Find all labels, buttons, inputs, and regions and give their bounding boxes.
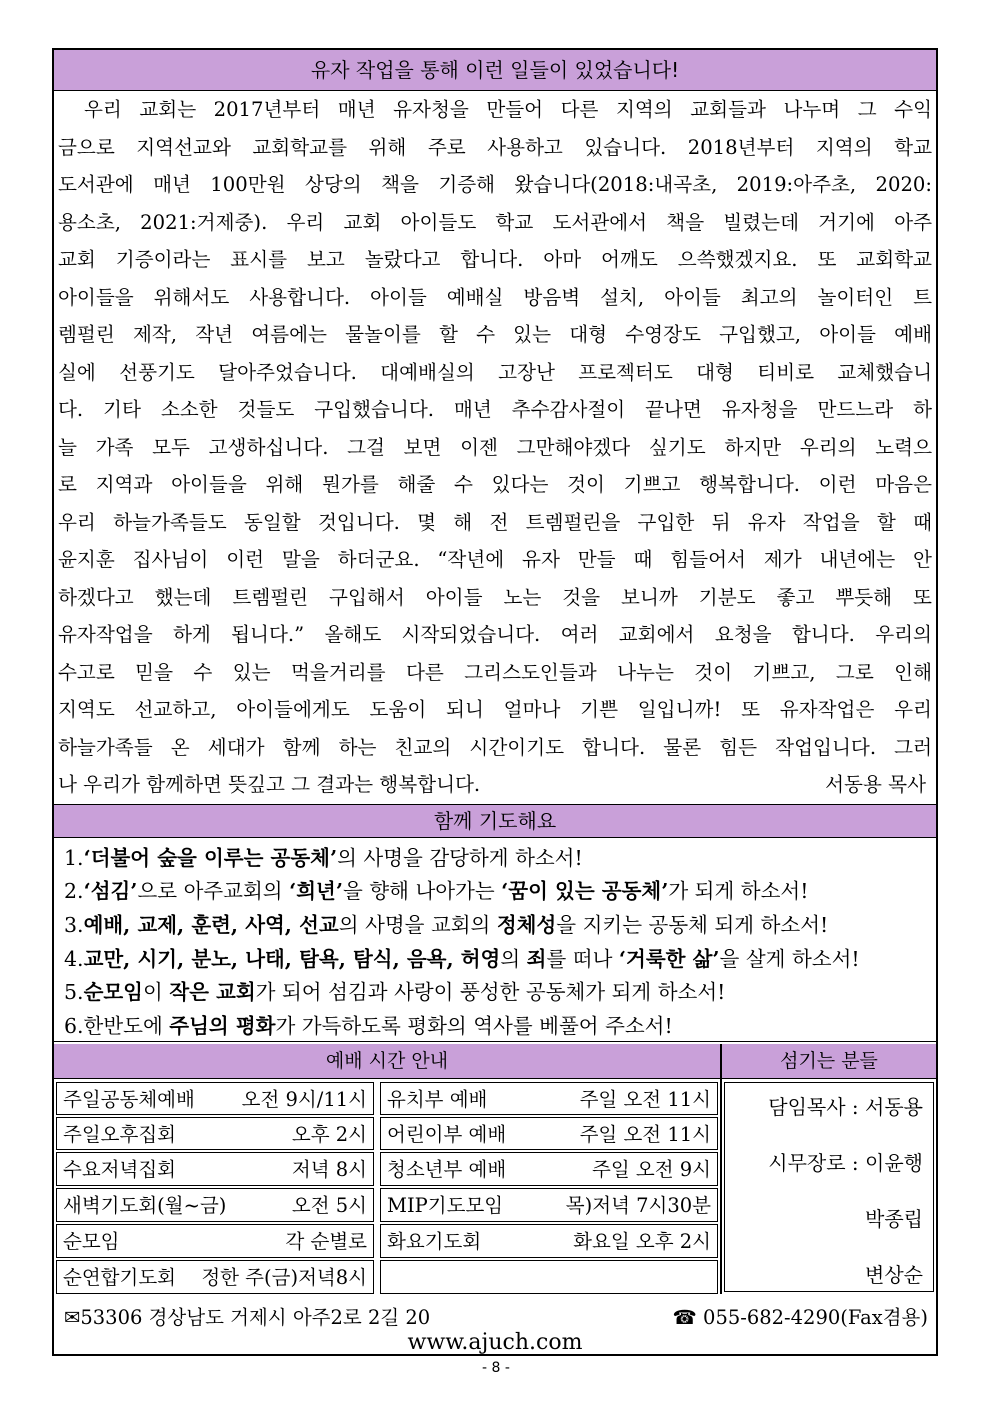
worship-schedule xyxy=(54,1044,722,1294)
article-line xyxy=(58,766,932,804)
article-line xyxy=(58,616,932,654)
prayer-text: 2. xyxy=(64,879,84,904)
servant-row: 박종립 xyxy=(865,1207,923,1231)
prayer-emphasis: 죄 xyxy=(526,946,547,971)
website-link[interactable]: www.ajuch.com xyxy=(407,1330,583,1355)
phone xyxy=(673,1302,928,1330)
worship-time: 오전 9시/11시 xyxy=(241,1088,367,1111)
prayer-text: 의 사명을 감당하게 하소서! xyxy=(337,845,583,870)
worship-row xyxy=(56,1082,374,1115)
article-line xyxy=(58,691,932,729)
article-line-text: 교회 기증이라는 표시를 보고 놀랐다고 합니다. 아마 어깨도 으쓱했겠지요. 또 교회학교 xyxy=(58,248,932,271)
prayer-emphasis: 작은 교회 xyxy=(169,980,256,1005)
prayer-item xyxy=(64,1010,936,1044)
prayer-item xyxy=(64,976,936,1010)
article-line-text: 지역도 선교하고, 아이들에게도 도움이 되니 얼마나 기쁜 일입니까! 또 유자작업은 우리 xyxy=(58,698,932,721)
prayer-item xyxy=(64,842,936,876)
worship-row xyxy=(380,1082,718,1115)
prayer-emphasis: ‘희년’ xyxy=(289,879,343,904)
worship-name: 유치부 예배 xyxy=(387,1088,488,1111)
prayer-text: 5. xyxy=(64,980,84,1005)
article-line xyxy=(58,241,932,279)
info-tables xyxy=(54,1044,936,1294)
prayer-text: 가 되어 섬김과 사랑이 풍성한 공동체가 되게 하소서! xyxy=(255,980,726,1005)
worship-time: 목)저녁 7시30분 xyxy=(565,1194,711,1217)
article-line-text: 수고로 믿을 수 있는 먹을거리를 다른 그리스도인들과 나누는 것이 기쁘고, 그로 인해 xyxy=(58,660,932,684)
prayer-text: 를 떠나 xyxy=(546,946,619,971)
worship-row xyxy=(56,1117,374,1150)
article-body xyxy=(54,91,936,804)
article-line xyxy=(58,166,932,204)
page-number: - 8 - xyxy=(482,1360,510,1376)
worship-time: 주일 오전 9시 xyxy=(592,1158,711,1181)
article-line xyxy=(58,354,932,392)
prayer-emphasis: 교만, 시기, 분노, 나태, 탐욕, 탐식, 음욕, 허영 xyxy=(83,946,501,971)
prayer-text: 을 향해 나아가는 xyxy=(343,879,502,904)
phone-text: 055-682-4290(Fax겸용) xyxy=(703,1306,928,1329)
article-line-text: 로 지역과 아이들을 위해 뭔가를 해줄 수 있다는 것이 기쁘고 행복합니다. 이런 마음은 xyxy=(58,473,932,496)
article-line xyxy=(58,654,932,692)
servant-row: 담임목사 : 서동용 xyxy=(768,1095,923,1119)
servant-row: 시무장로 : 이윤행 xyxy=(768,1151,923,1175)
phone-icon: ☎ xyxy=(672,1306,704,1329)
servants-list xyxy=(724,1082,934,1292)
worship-row xyxy=(380,1117,718,1150)
article-line xyxy=(58,391,932,429)
article-line-text: 하겠다고 했는데 트렘펄린 구입해서 아이들 노는 것을 보니까 기분도 좋고 뿌듯해 또 xyxy=(58,585,932,609)
worship-row xyxy=(380,1260,718,1294)
worship-time: 주일 오전 11시 xyxy=(579,1123,711,1146)
prayer-text: 가 가득하도록 평화의 역사를 베풀어 주소서! xyxy=(275,1013,673,1038)
article-title: 유자 작업을 통해 이런 일들이 있었습니다! xyxy=(54,50,936,91)
article-line xyxy=(58,729,932,767)
worship-time: 화요일 오후 2시 xyxy=(573,1230,711,1253)
worship-time: 각 순별로 xyxy=(285,1230,367,1253)
worship-title: 예배 시간 안내 xyxy=(54,1044,720,1079)
prayer-text: 으로 아주교회의 xyxy=(137,879,290,904)
prayer-title: 함께 기도해요 xyxy=(54,804,936,838)
article-line-text: 하늘가족들 온 세대가 함께 하는 친교의 시간이기도 합니다. 물론 힘든 작업입니다. 그러 xyxy=(58,735,932,759)
article-line-text: 윤지훈 집사님이 이런 말을 하더군요. “작년에 유자 만들 때 힘들어서 제가 내년에는 안 xyxy=(58,548,932,571)
prayer-item xyxy=(64,943,936,977)
article-line xyxy=(58,466,932,504)
article-line xyxy=(58,579,932,617)
article-line-text: 실에 선풍기도 달아주었습니다. 대예배실의 고장난 프로젝터도 대형 티비로 교체했습니 xyxy=(58,360,932,384)
article-line xyxy=(58,279,932,317)
worship-time: 오전 5시 xyxy=(291,1194,367,1217)
prayer-text: 가 되게 하소서! xyxy=(668,879,809,904)
article-line-text: 아이들을 위해서도 사용합니다. 아이들 예배실 방음벽 설치, 아이들 최고의 놀이터인 트 xyxy=(58,285,932,309)
servants-title: 섬기는 분들 xyxy=(722,1044,936,1079)
article-line-text: 우리 교회는 2017년부터 매년 유자청을 만들어 다른 지역의 교회들과 나누며 그 수익 xyxy=(84,98,932,121)
worship-name: 주일공동체예배 xyxy=(63,1088,195,1111)
article-line-text: 유자작업을 하게 됩니다.” 올해도 시작되었습니다. 여러 교회에서 요청을 합니다. 우리의 xyxy=(58,623,932,646)
servants-section xyxy=(722,1044,936,1294)
worship-name: 청소년부 예배 xyxy=(387,1158,507,1181)
article-line xyxy=(58,541,932,579)
article-line xyxy=(58,129,932,167)
worship-time: 정한 주(금)저녁8시 xyxy=(201,1266,367,1289)
article-line-text: 금으로 지역선교와 교회학교를 위해 주로 사용하고 있습니다. 2018년부터 지역의 학교 xyxy=(58,135,932,159)
worship-time: 오후 2시 xyxy=(291,1123,367,1146)
worship-name: MIP기도모임 xyxy=(387,1194,504,1217)
worship-row xyxy=(380,1152,718,1186)
prayer-emphasis: ‘꿈이 있는 공동체’ xyxy=(501,879,669,904)
prayer-emphasis: ‘거룩한 삶’ xyxy=(618,946,720,971)
prayer-text: 6.한반도에 xyxy=(64,1013,170,1038)
article-line-text: 용소초, 2021:거제중). 우리 교회 아이들도 학교 도서관에서 책을 빌렸는데 거기에 아주 xyxy=(58,210,932,234)
worship-time: 주일 오전 11시 xyxy=(579,1088,711,1111)
signature: 서동용 목사 xyxy=(825,773,926,796)
prayer-item xyxy=(64,875,936,909)
prayer-emphasis: 정체성 xyxy=(496,912,557,937)
prayer-item xyxy=(64,909,936,943)
servant-row: 변상순 xyxy=(865,1263,923,1287)
prayer-emphasis: 예배, 교제, 훈련, 사역, 선교 xyxy=(83,912,339,937)
article-line-text: 우리 하늘가족들도 동일할 것입니다. 몇 해 전 트렘펄린을 구입한 뒤 유자 작업을 할 때 xyxy=(58,510,932,534)
worship-name: 주일오후집회 xyxy=(63,1123,177,1146)
prayer-text: 을 지키는 공동체 되게 하소서! xyxy=(556,912,829,937)
worship-name: 어린이부 예배 xyxy=(387,1123,507,1146)
prayer-text: 4. xyxy=(64,946,84,971)
prayer-list xyxy=(54,838,936,1042)
prayer-text: 1. xyxy=(64,845,84,870)
article-line-text: 도서관에 매년 100만원 상당의 책을 기증해 왔습니다(2018:내곡초, 2019:아주초, 2020: xyxy=(58,173,932,196)
article-line-text: 나 우리가 함께하면 뜻깊고 그 결과는 행복합니다. xyxy=(58,773,481,796)
worship-time: 저녁 8시 xyxy=(291,1158,367,1181)
article-line xyxy=(58,91,932,129)
prayer-emphasis: 주님의 평화 xyxy=(169,1013,276,1038)
prayer-text: 3. xyxy=(64,912,84,937)
prayer-emphasis: 순모임 xyxy=(83,980,143,1005)
worship-name: 순모임 xyxy=(63,1230,120,1253)
worship-name: 화요기도회 xyxy=(387,1230,482,1253)
article-line xyxy=(58,429,932,467)
worship-name: 순연합기도회 xyxy=(63,1266,177,1289)
prayer-text: 의 xyxy=(500,946,527,971)
article-line xyxy=(58,316,932,354)
worship-row xyxy=(56,1224,374,1258)
worship-row xyxy=(56,1188,374,1222)
article-line xyxy=(58,504,932,542)
worship-row xyxy=(56,1152,374,1186)
prayer-text: 의 사명을 교회의 xyxy=(338,912,497,937)
worship-name: 수요저녁집회 xyxy=(63,1158,177,1181)
article-line xyxy=(58,204,932,242)
article-line-text: 늘 가족 모두 고생하십니다. 그걸 보면 이젠 그만해야겠다 싶기도 하지만 우리의 노력으 xyxy=(58,435,932,459)
article-line-text: 렘펄린 제작, 작년 여름에는 물놀이를 할 수 있는 대형 수영장도 구입했고, 아이들 예배 xyxy=(58,323,932,346)
bulletin-page-frame xyxy=(52,48,938,1356)
article-line-text: 다. 기타 소소한 것들도 구입했습니다. 매년 추수감사절이 끝나면 유자청을 만드느라 하 xyxy=(58,398,932,421)
mail-icon: ✉ xyxy=(64,1306,81,1329)
prayer-emphasis: ‘섬김’ xyxy=(83,879,138,904)
prayer-text: 이 xyxy=(142,980,170,1005)
address-text: 53306 경상남도 거제시 아주2로 2길 20 xyxy=(80,1306,431,1329)
worship-row xyxy=(380,1224,718,1258)
worship-row xyxy=(56,1260,374,1294)
address xyxy=(64,1302,430,1330)
prayer-emphasis: ‘더불어 숲을 이루는 공동체’ xyxy=(83,845,338,870)
worship-name: 새벽기도회(월~금) xyxy=(63,1194,227,1217)
worship-row xyxy=(380,1188,718,1222)
prayer-text: 을 살게 하소서! xyxy=(719,946,860,971)
